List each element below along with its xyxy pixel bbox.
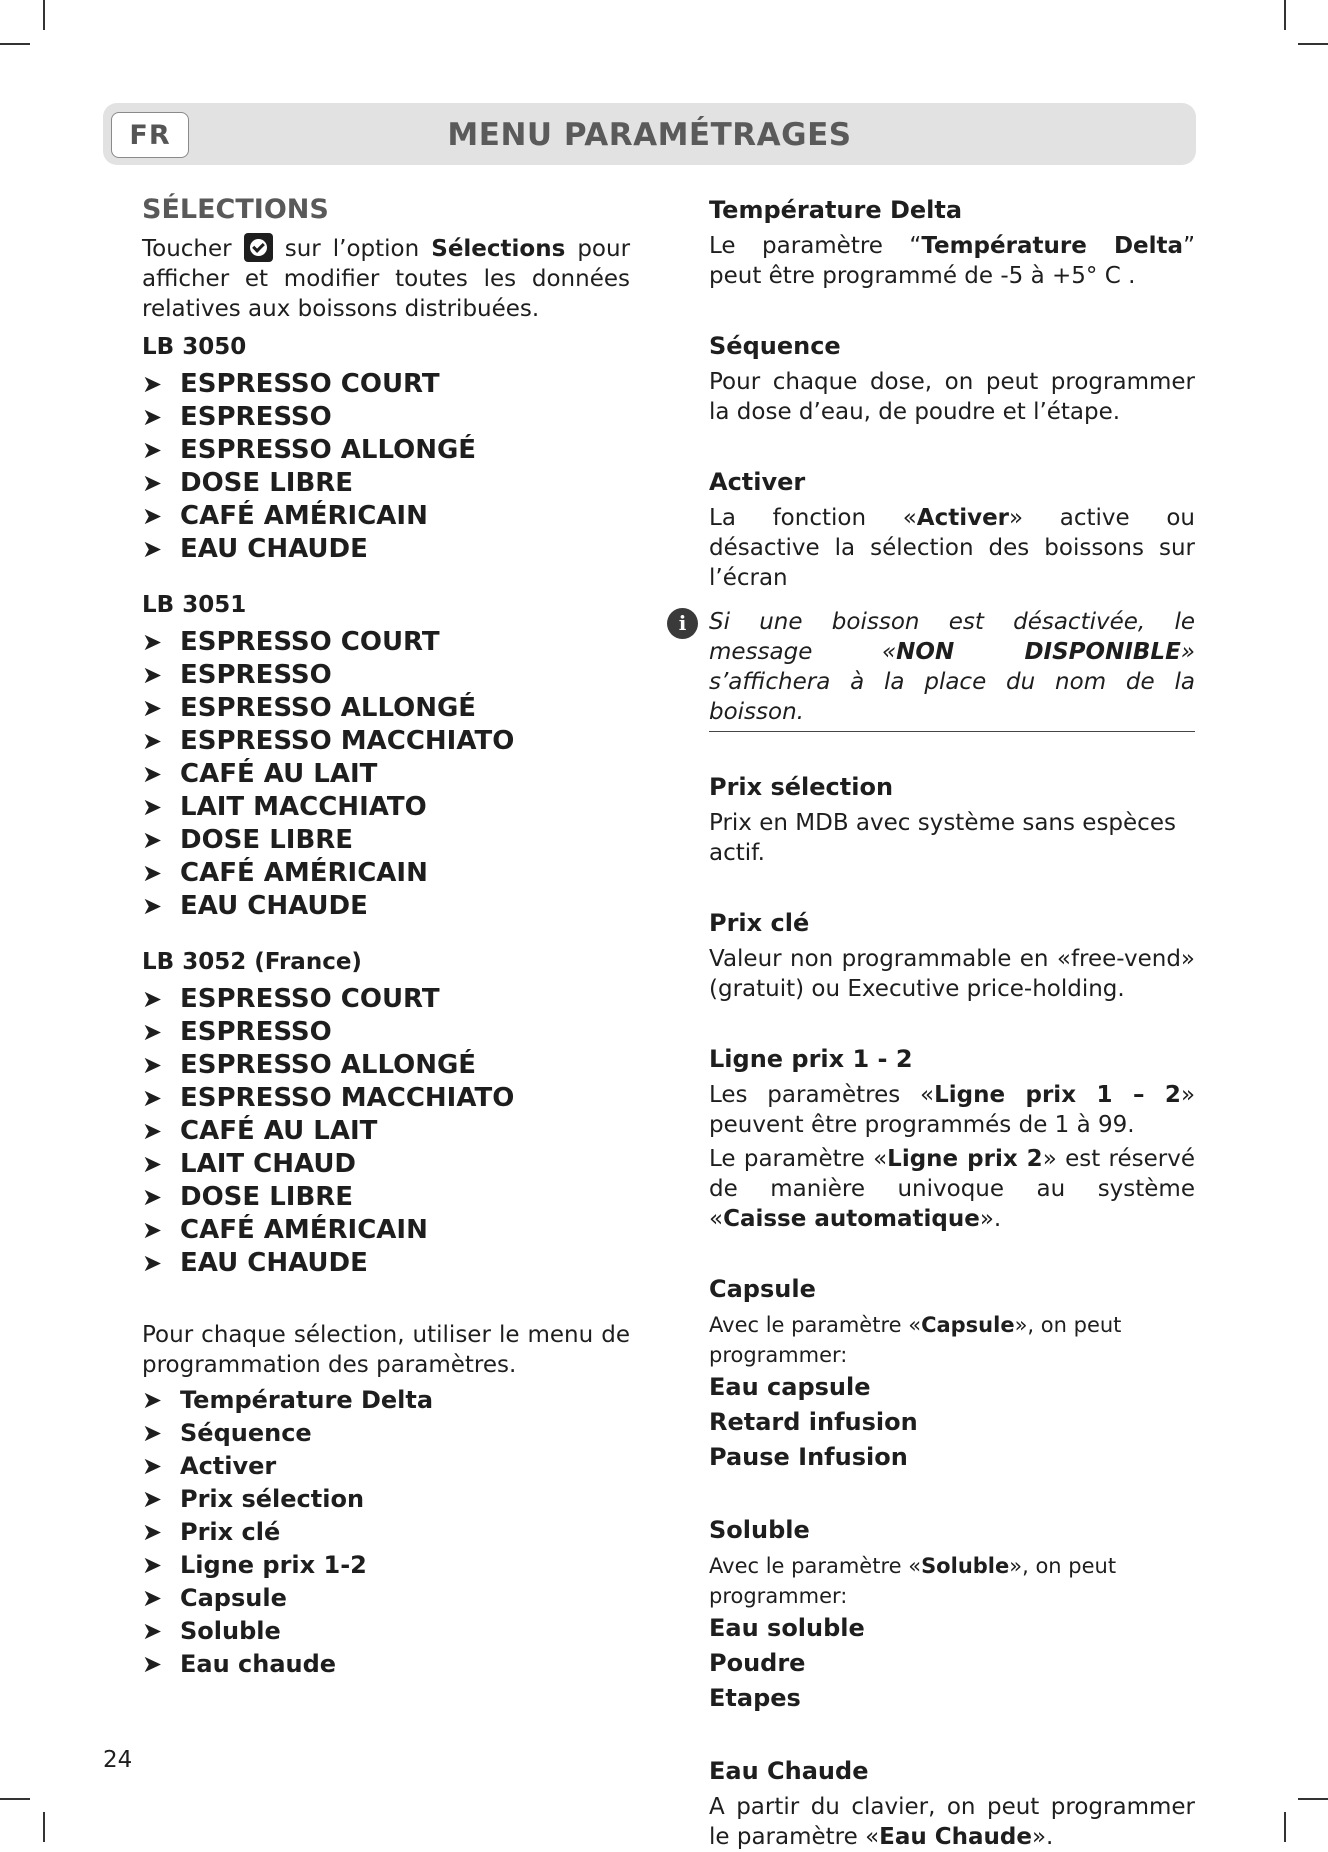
section-text: Avec le paramètre «Soluble», on peut programmer:	[709, 1554, 1117, 1608]
list-item: ➤ DOSE LIBRE	[142, 825, 354, 855]
section-title: SÉLECTIONS	[142, 194, 329, 225]
crop-mark	[1284, 0, 1286, 30]
page-header	[103, 103, 1196, 165]
section-heading: Prix sélection	[709, 773, 894, 801]
info-note	[678, 607, 1195, 732]
section-heading: Capsule	[709, 1275, 816, 1303]
soluble-section	[709, 1515, 1195, 1716]
list-item: ➤ Température Delta	[142, 1386, 434, 1414]
crop-mark	[43, 0, 45, 30]
list-item: ➤ DOSE LIBRE	[142, 1182, 354, 1212]
list-item: ➤ CAFÉ AMÉRICAIN	[142, 858, 428, 888]
crop-mark	[0, 1798, 30, 1800]
crop-mark	[1284, 1812, 1286, 1842]
list-item: ➤ ESPRESSO ALLONGÉ	[142, 693, 477, 723]
list-item: ➤ ESPRESSO MACCHIATO	[142, 726, 515, 756]
price-key-section	[709, 908, 1195, 1004]
sub-item: Retard infusion	[709, 1408, 918, 1436]
ok-check-icon	[244, 233, 273, 262]
list-item: ➤ Eau chaude	[142, 1650, 337, 1678]
list-item: ➤ ESPRESSO ALLONGÉ	[142, 1050, 477, 1080]
sequence-section	[709, 331, 1195, 427]
crop-mark	[0, 43, 30, 45]
intro-text: sur l’option	[284, 236, 420, 262]
list-item: ➤ Séquence	[142, 1419, 312, 1447]
list-item: ➤ CAFÉ AU LAIT	[142, 1116, 378, 1146]
beverage-list	[142, 626, 630, 923]
section-text: Les paramètres «Ligne prix 1 – 2» peuvent être programmés de 1 à 99.	[709, 1082, 1196, 1138]
page-number: 24	[103, 1747, 133, 1773]
list-item: ➤ ESPRESSO COURT	[142, 369, 440, 399]
section-heading: Température Delta	[709, 196, 963, 224]
page-title: MENU PARAMÉTRAGES	[447, 117, 852, 153]
intro-text: Toucher	[142, 236, 232, 262]
intro-text: pour afficher et modifier toutes les données relatives aux boissons distribuées.	[142, 236, 631, 322]
capsule-section	[709, 1274, 1195, 1475]
sub-item: Eau capsule	[709, 1373, 871, 1401]
list-item: ➤ Capsule	[142, 1584, 287, 1612]
section-text: Pour chaque dose, on peut programmer la dose d’eau, de poudre et l’étape.	[709, 369, 1195, 425]
section-heading: Soluble	[709, 1516, 810, 1544]
list-item: ➤ EAU CHAUDE	[142, 534, 368, 564]
list-item: ➤ LAIT MACCHIATO	[142, 792, 427, 822]
price-line-section	[709, 1044, 1195, 1234]
list-item: ➤ CAFÉ AMÉRICAIN	[142, 1215, 428, 1245]
parameter-list	[142, 1384, 630, 1681]
section-text: Valeur non programmable en «free-vend» (gratuit) ou Executive price-holding.	[709, 946, 1195, 1002]
activate-section	[709, 467, 1195, 593]
intro-paragraph	[142, 233, 630, 324]
temperature-section	[709, 195, 1195, 291]
list-item: ➤ CAFÉ AU LAIT	[142, 759, 378, 789]
model-title: LB 3050	[142, 334, 247, 360]
crop-mark	[43, 1812, 45, 1842]
list-item: ➤ ESPRESSO	[142, 402, 332, 432]
list-item: ➤ ESPRESSO ALLONGÉ	[142, 435, 477, 465]
info-text: Si une boisson est désactivée, le message «NON DISPONIBLE» s’affichera à la place du nom de la boisson.	[709, 609, 1195, 725]
section-text: Le paramètre «Ligne prix 2» est réservé de manière univoque au système «Caisse automatique».	[709, 1146, 1195, 1232]
section-heading: Prix clé	[709, 909, 810, 937]
hot-water-section	[709, 1756, 1195, 1852]
sub-item: Eau soluble	[709, 1614, 865, 1642]
sub-item: Poudre	[709, 1649, 806, 1677]
list-item: ➤ ESPRESSO	[142, 1017, 332, 1047]
section-text: Prix en MDB avec système sans espèces actif.	[709, 810, 1176, 866]
beverage-list	[142, 983, 630, 1280]
section-text: La fonction «Activer» active ou désactive la sélection des boissons sur l’écran	[709, 505, 1195, 591]
list-item: ➤ ESPRESSO MACCHIATO	[142, 1083, 515, 1113]
list-item: ➤ Prix sélection	[142, 1485, 365, 1513]
left-column	[142, 195, 630, 1681]
list-item: ➤ EAU CHAUDE	[142, 1248, 368, 1278]
section-text: Le paramètre “Température Delta” peut être programmé de -5 à +5° C .	[709, 233, 1195, 289]
sub-item: Etapes	[709, 1684, 801, 1712]
list-item: ➤ DOSE LIBRE	[142, 468, 354, 498]
price-selection-section	[709, 772, 1195, 868]
model-title: LB 3052 (France)	[142, 949, 362, 975]
right-column	[678, 195, 1196, 1852]
model-title: LB 3051	[142, 592, 247, 618]
list-item: ➤ ESPRESSO COURT	[142, 984, 440, 1014]
intro-bold: Sélections	[431, 236, 566, 262]
section-text: Avec le paramètre «Capsule», on peut programmer:	[709, 1313, 1122, 1367]
list-item: ➤ Prix clé	[142, 1518, 281, 1546]
outro-paragraph: Pour chaque sélection, utiliser le menu de programmation des paramètres.	[142, 1322, 630, 1378]
info-icon: i	[667, 608, 698, 639]
crop-mark	[1298, 43, 1328, 45]
beverage-list	[142, 368, 630, 566]
section-text: A partir du clavier, on peut programmer le paramètre «Eau Chaude».	[709, 1794, 1195, 1850]
section-heading: Séquence	[709, 332, 841, 360]
list-item: ➤ ESPRESSO	[142, 660, 332, 690]
section-heading: Eau Chaude	[709, 1757, 869, 1785]
list-item: ➤ Soluble	[142, 1617, 281, 1645]
section-heading: Activer	[709, 468, 806, 496]
list-item: ➤ Ligne prix 1-2	[142, 1551, 367, 1579]
section-heading: Ligne prix 1 - 2	[709, 1045, 913, 1073]
list-item: ➤ Activer	[142, 1452, 277, 1480]
sub-item: Pause Infusion	[709, 1443, 908, 1471]
list-item: ➤ CAFÉ AMÉRICAIN	[142, 501, 428, 531]
list-item: ➤ LAIT CHAUD	[142, 1149, 357, 1179]
crop-mark	[1298, 1798, 1328, 1800]
language-badge: FR	[111, 112, 189, 158]
list-item: ➤ EAU CHAUDE	[142, 891, 368, 921]
list-item: ➤ ESPRESSO COURT	[142, 627, 440, 657]
